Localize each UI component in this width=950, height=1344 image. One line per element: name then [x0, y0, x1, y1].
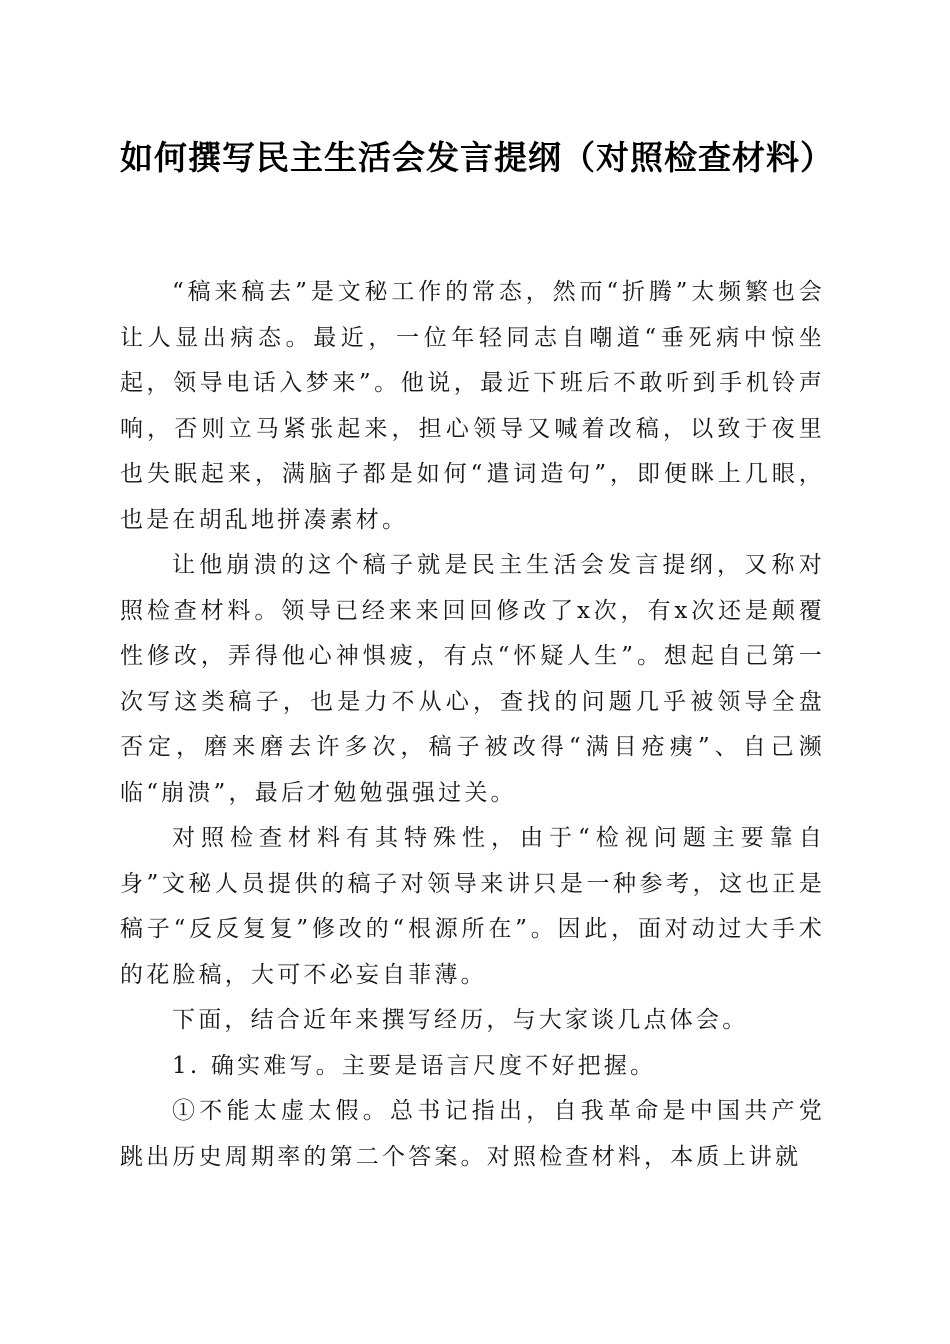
paragraph-transition: 下面，结合近年来撰写经历，与大家谈几点体会。	[172, 1007, 749, 1033]
document-title: 如何撰写民主生活会发言提纲（对照检查材料）	[120, 138, 834, 177]
paragraph-point-1: 1. 确实难写。主要是语言尺度不好把握。	[172, 1052, 657, 1079]
paragraph-intro: “稿来稿去”是文秘工作的常态，然而“折腾”太频繁也会让人显出病态。最近，一位年轻同志自嘲道“垂死病中惊坐起，领导电话入梦来”。他说，最近下班后不敢听到手机铃声响，否则立马紧张起来，担心领导又喊着改稿，以致于夜里也失眠起来，满脑子都是如何“遣词造句”，即便眯上几眼，也是在胡乱地拼凑素材。	[120, 279, 825, 533]
paragraph-breakdown: 让他崩溃的这个稿子就是民主生活会发言提纲，又称对照检查材料。领导已经来来回回修改了x次，有x次还是颠覆性修改，弄得他心神惧疲，有点“怀疑人生”。想起自己第一次写这类稿子，也是力不从心，查找的问题几乎被领导全盘否定，磨来磨去许多次，稿子被改得“满目疮痍”、自己濒临“崩溃”，最后才勉勉强强过关。	[120, 552, 825, 806]
document-body	[120, 270, 825, 1180]
paragraph-subpoint-1: ①不能太虚太假。总书记指出，自我革命是中国共产党跳出历史周期率的第二个答案。对照检查材料，本质上讲就	[120, 1098, 825, 1170]
paragraph-particularity: 对照检查材料有其特殊性，由于“检视问题主要靠自身”文秘人员提供的稿子对领导来讲只是一种参考，这也正是稿子“反反复复”修改的“根源所在”。因此，面对动过大手术的花脸稿，大可不必妄自菲薄。	[120, 825, 825, 988]
